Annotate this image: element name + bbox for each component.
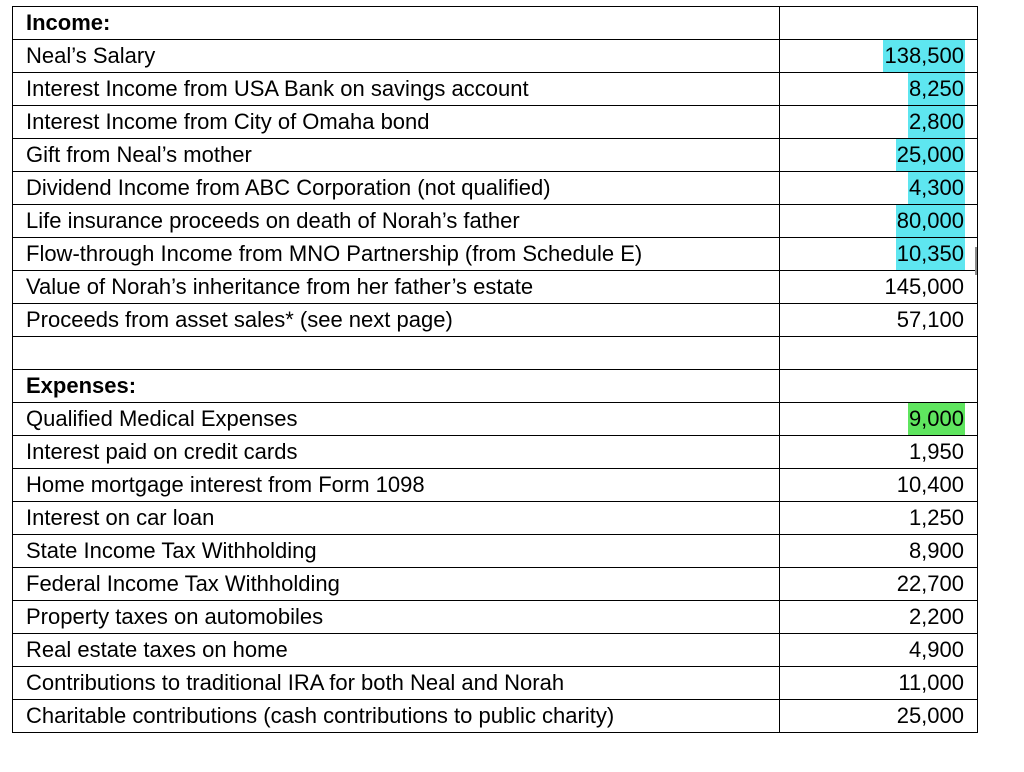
income-row-label: Life insurance proceeds on death of Norah’s father — [13, 205, 780, 238]
expenses-row-amount-cell — [780, 568, 978, 601]
income-row-amount: 138,500 — [883, 40, 965, 72]
empty-amount-cell — [780, 337, 978, 370]
expenses-row — [13, 502, 978, 535]
income-row — [13, 7, 978, 40]
expenses-heading: Expenses: — [13, 370, 780, 403]
cell-edge-marker — [975, 247, 977, 275]
expenses-row — [13, 667, 978, 700]
income-heading: Income: — [13, 7, 780, 40]
income-row-amount: 145,000 — [884, 274, 964, 299]
expenses-row-label: Interest paid on credit cards — [13, 436, 780, 469]
income-row-label: Neal’s Salary — [13, 40, 780, 73]
income-row-amount-cell — [780, 271, 978, 304]
income-row-label: Interest Income from USA Bank on savings account — [13, 73, 780, 106]
expenses-row-label: Charitable contributions (cash contributions to public charity) — [13, 700, 780, 733]
expenses-row-amount-cell — [780, 403, 978, 436]
income-row-amount-cell — [780, 172, 978, 205]
income-row-amount-cell — [780, 139, 978, 172]
spacer-row — [13, 337, 978, 370]
expenses-row-label: State Income Tax Withholding — [13, 535, 780, 568]
income-row-amount-cell — [780, 304, 978, 337]
expenses-row — [13, 601, 978, 634]
income-row-label: Dividend Income from ABC Corporation (not qualified) — [13, 172, 780, 205]
expenses-row-label: Federal Income Tax Withholding — [13, 568, 780, 601]
expenses-row-label: Real estate taxes on home — [13, 634, 780, 667]
empty-amount-cell — [780, 370, 978, 403]
income-row-label: Value of Norah’s inheritance from her father’s estate — [13, 271, 780, 304]
expenses-row-amount-cell — [780, 667, 978, 700]
empty-amount-cell — [780, 7, 978, 40]
empty-label-cell — [13, 337, 780, 370]
expenses-row-amount-cell — [780, 469, 978, 502]
income-row-amount: 10,350 — [896, 238, 965, 270]
income-row-amount-cell — [780, 40, 978, 73]
expenses-row — [13, 634, 978, 667]
income-row-label: Gift from Neal’s mother — [13, 139, 780, 172]
income-row-label: Flow-through Income from MNO Partnership (from Schedule E) — [13, 238, 780, 271]
expenses-row-label: Qualified Medical Expenses — [13, 403, 780, 436]
expenses-row-amount-cell — [780, 634, 978, 667]
expenses-row — [13, 568, 978, 601]
income-row — [13, 172, 978, 205]
expenses-row-amount: 1,950 — [908, 439, 964, 464]
income-row-amount: 80,000 — [896, 205, 965, 237]
income-row — [13, 304, 978, 337]
expenses-row — [13, 436, 978, 469]
expenses-row-amount: 22,700 — [896, 571, 964, 596]
expenses-row-amount: 8,900 — [908, 538, 964, 563]
expenses-row-amount-cell — [780, 601, 978, 634]
income-row-amount: 25,000 — [896, 139, 965, 171]
expenses-row — [13, 370, 978, 403]
expenses-row — [13, 700, 978, 733]
expenses-row-amount: 10,400 — [896, 472, 964, 497]
income-row-label: Interest Income from City of Omaha bond — [13, 106, 780, 139]
income-row-amount-cell — [780, 73, 978, 106]
expenses-row — [13, 535, 978, 568]
expenses-row-amount: 4,900 — [908, 637, 964, 662]
expenses-row-amount-cell — [780, 502, 978, 535]
expenses-row-amount: 2,200 — [908, 604, 964, 629]
income-row-amount: 4,300 — [908, 172, 965, 204]
expenses-row-amount-cell — [780, 700, 978, 733]
income-expense-table — [12, 6, 978, 733]
income-row — [13, 106, 978, 139]
expenses-row-amount-cell — [780, 436, 978, 469]
expenses-row-label: Contributions to traditional IRA for both Neal and Norah — [13, 667, 780, 700]
expenses-row — [13, 469, 978, 502]
income-row-label: Proceeds from asset sales* (see next page) — [13, 304, 780, 337]
income-row-amount-cell — [780, 238, 978, 271]
income-row-amount: 8,250 — [908, 73, 965, 105]
income-row — [13, 271, 978, 304]
expenses-row — [13, 403, 978, 436]
income-row — [13, 205, 978, 238]
income-row — [13, 139, 978, 172]
expenses-row-amount: 11,000 — [898, 670, 964, 695]
income-row-amount-cell — [780, 205, 978, 238]
income-row-amount: 2,800 — [908, 106, 965, 138]
expenses-row-label: Interest on car loan — [13, 502, 780, 535]
expenses-row-amount: 1,250 — [908, 505, 964, 530]
expenses-row-amount: 9,000 — [908, 403, 965, 435]
expenses-row-label: Home mortgage interest from Form 1098 — [13, 469, 780, 502]
income-row-amount: 57,100 — [896, 307, 964, 332]
expenses-row-amount: 25,000 — [896, 703, 964, 728]
expenses-row-amount-cell — [780, 535, 978, 568]
income-row-amount-cell — [780, 106, 978, 139]
expenses-row-label: Property taxes on automobiles — [13, 601, 780, 634]
income-row — [13, 40, 978, 73]
income-row — [13, 73, 978, 106]
income-row — [13, 238, 978, 271]
